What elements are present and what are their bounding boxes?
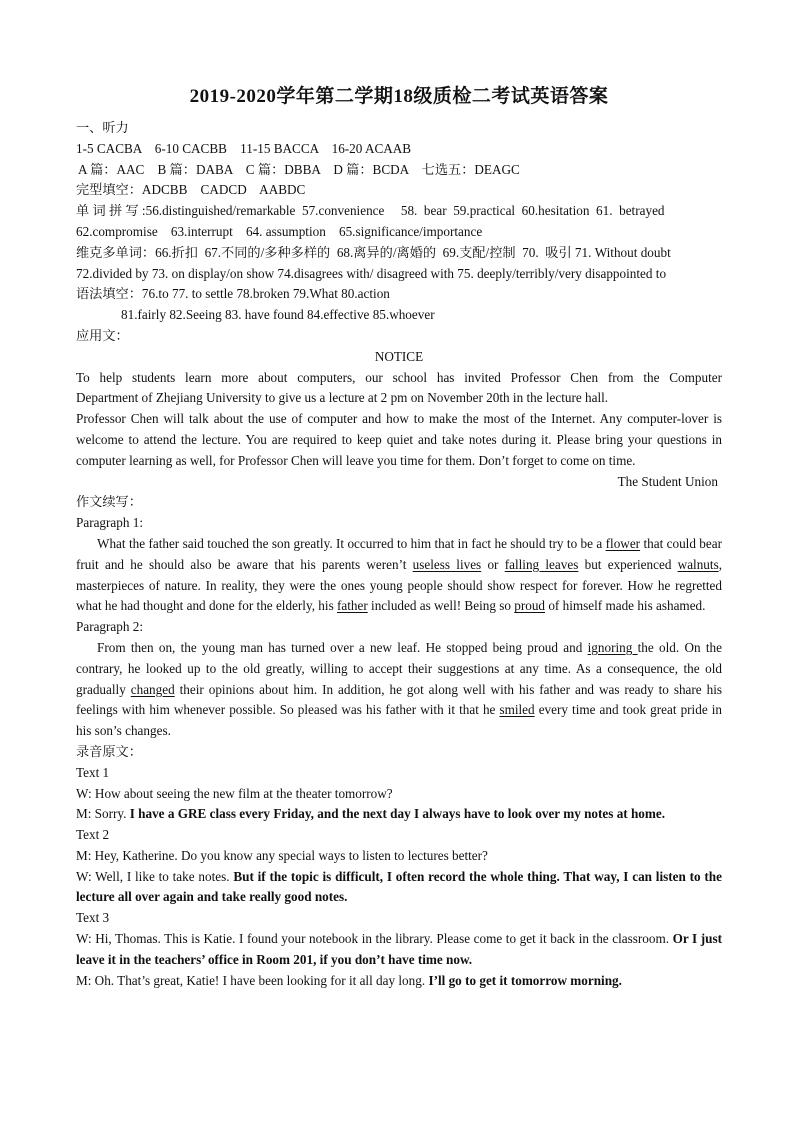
underlined-phrase: useless lives [412,556,482,572]
text-run: W: Hi, Thomas. This is Katie. I found your notebook in the library. Please come to get it back in the classroom. [76,931,673,947]
bold-phrase: I have a GRE class every Friday, and the next day I always have to look over my notes at home. [129,806,666,822]
continuation-label: 作文续写： [76,494,142,510]
text-run: included as well! Being so [367,598,515,614]
text-run: or [481,556,505,572]
notice-para-2: Professor Chen will talk about the use of computer and how to make the most of the Internet. Any computer-lover is welcome to attend the lecture. You are required to keep quiet and take notes during it. Please bring your questions in computer learning as well, for Professor Chen will leave you time for them. Don’t forget to come on time. [76,411,722,468]
cloze-answers: 完型填空：ADCBB CADCD AABDC [76,182,306,198]
spelling-line-2: 62.compromise 63.interrupt 64. assumption 65.significance/importance [76,223,483,239]
dialogue-line [76,971,722,992]
applied-writing-label: 应用文： [76,327,129,343]
reading-answers: A 篇：AAC B 篇：DABA C 篇：DBBA D 篇：BCDA 七选五：DEAGC [78,161,520,177]
text-run: every time and took great pride in his son’s changes. [76,702,722,739]
notice-para-1-line-1: To help students learn more about computers, our school has invited Professor Chen from the Computer [76,369,722,385]
page-title: 2019-2020学年第二学期18级质检二考试英语答案 [189,86,609,107]
paragraph-1-label: Paragraph 1: [76,515,144,531]
text-run: , masterpieces of nature. In reality, they were the ones young people should show respect for forever. How he regretted what he had thought and done for the elderly, his [76,556,722,614]
transcript-text-title: Text 2 [76,827,110,843]
text-run: M: Oh. That’s great, Katie! I have been looking for it all day long. [76,972,429,988]
underlined-phrase: father [337,598,368,614]
dialogue-line [76,846,722,867]
paragraph-1-text [76,534,722,617]
underlined-phrase: ignoring [587,639,638,655]
notice-para-1-line-2: Department of Zhejiang University to give us a lecture at 2 pm on November 20th in the lecture hall. [76,390,609,406]
text-run: From then on, the young man has turned over a new leaf. He stopped being proud and [97,639,588,655]
text-run: of himself made his ashamed. [545,598,706,614]
text-run: M: Sorry. [76,806,130,822]
underlined-phrase: proud [514,598,546,614]
transcript-texts [76,763,722,992]
dialogue-line [76,784,722,805]
bold-phrase: But if the topic is difficult, I often record the whole thing. That way, I can listen to the lecture all over again and take really good notes. [76,868,722,905]
text-run: M: Hey, Katherine. Do you know any special ways to listen to lectures better? [76,847,488,863]
paragraph-2-label: Paragraph 2: [76,619,144,635]
text-run: but experienced [578,556,678,572]
dialogue-line [76,804,722,825]
transcript-text-title: Text 3 [76,910,110,926]
listening-heading: 一、听力 [76,120,129,135]
dialogue-line [76,929,722,971]
underlined-phrase: flower [605,535,641,551]
dialogue-line [76,867,722,909]
text-run: W: How about seeing the new film at the theater tomorrow? [76,785,393,801]
notice-title: NOTICE [374,348,424,364]
text-run: the old. On the contrary, he looked up to the old greatly, willing to accept their suggestions at any time. As a consequence, the old gradually [76,639,722,697]
bold-phrase: I’ll go to get it tomorrow morning. [428,972,622,988]
underlined-phrase: smiled [499,702,535,718]
grammar-line-2: 81.fairly 82.Seeing 83. have found 84.effective 85.whoever [121,307,435,323]
text-run: What the father said touched the son greatly. It occurred to him that in fact he should try to be a [97,535,606,551]
spelling-line-1: 单 词 拼 写 :56.distinguished/remarkable 57.convenience 58. bear 59.practical 60.hesitation 61. betrayed [76,203,665,219]
underlined-phrase: walnuts [677,556,719,572]
vocab-line-2: 72.divided by 73. on display/on show 74.disagrees with/ disagreed with 75. deeply/terribly/very disappointed to [76,265,667,281]
answer-document [76,84,722,991]
notice-signature: The Student Union [617,473,718,489]
transcript-text-title: Text 1 [76,764,110,780]
transcript-label: 录音原文： [76,743,142,759]
underlined-phrase: changed [130,681,175,697]
bold-phrase: Or I just leave it in the teachers’ office in Room 201, if you don’t have time now. [76,931,722,967]
listening-answers: 1-5 CACBA 6-10 CACBB 11-15 BACCA 16-20 ACAAB [76,140,412,156]
text-run: W: Well, I like to take notes. [76,868,234,884]
text-run: their opinions about him. In addition, he got along well with his father and was ready to share his feelings with him whenever possible. So pleased was his father with it that he [76,681,722,718]
paragraph-2-text [76,638,722,742]
grammar-line-1: 语法填空：76.to 77. to settle 78.broken 79.What 80.action [76,286,390,302]
underlined-phrase: falling leaves [504,556,579,572]
vocab-line-1: 维克多单词：66.折扣 67.不同的/多种多样的 68.离异的/离婚的 69.支配/控制 70. 吸引 71. Without doubt [76,244,671,260]
text-run: that could bear fruit and he should also be aware that his parents weren’t [76,535,722,572]
